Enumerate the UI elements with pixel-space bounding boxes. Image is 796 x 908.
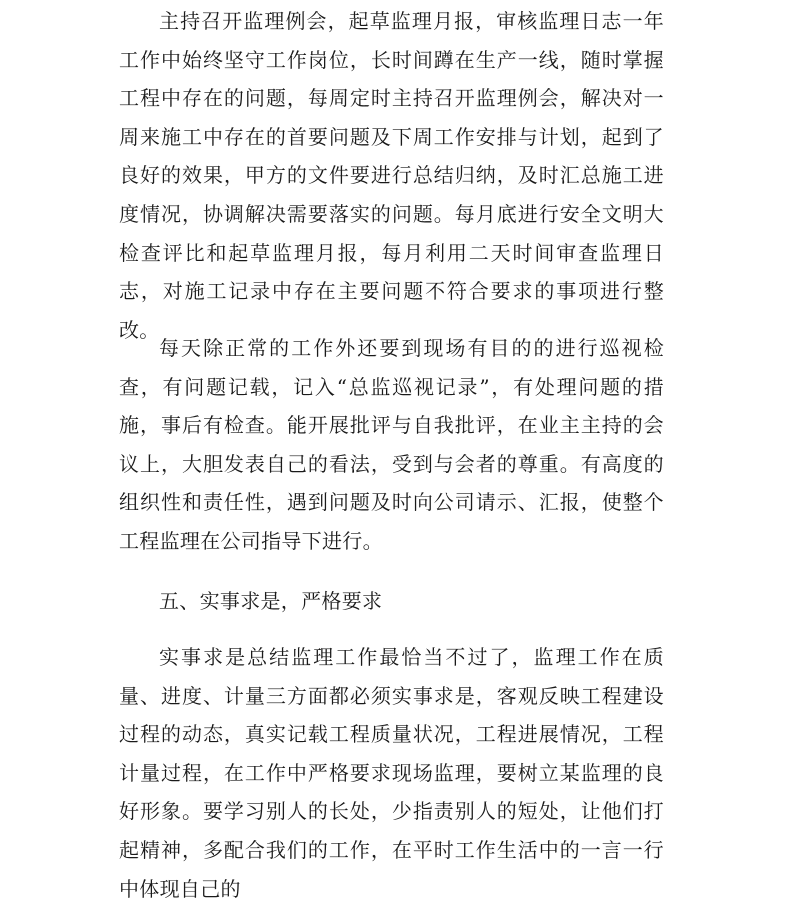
paragraph-meeting-duties: 主持召开监理例会，起草监理月报，审核监理日志一年工作中始终坚守工作岗位，长时间蹲在生产一线，随时掌握工程中存在的问题，每周定时主持召开监理例会，解决对一周来施工中存在的首要问题及下周工作安排与计划，起到了良好的效果，甲方的文件要进行总结归纳，及时汇总施工进度情况，协调解决需要落实的问题。每月底进行安全文明大检查评比和起草监理月报，每月利用二天时间审查监理日志，对施工记录中存在主要问题不符合要求的事项进行整改。 — [119, 9, 664, 342]
paragraph-site-inspection: 每天除正常的工作外还要到现场有目的的进行巡视检查，有问题记载，记入“总监巡视记录”，有处理问题的措施，事后有检查。能开展批评与自我批评，在业主主持的会议上，大胆发表自己的看法，受到与会者的尊重。有高度的组织性和责任性，遇到问题及时向公司请示、汇报，使整个工程监理在公司指导下进行。 — [119, 336, 664, 553]
paragraph-seek-truth: 实事求是总结监理工作最恰当不过了，监理工作在质量、进度、计量三方面都必须实事求是，客观反映工程建设过程的动态，真实记载工程质量状况，工程进展情况，工程计量过程，在工作中严格要求现场监理，要树立某监理的良好形象。要学习别人的长处，少指责别人的短处，让他们打起精神，多配合我们的工作，在平时工作生活中的一言一行中体现自己的 — [119, 645, 664, 901]
section-heading: 五、实事求是，严格要求 — [159, 589, 383, 613]
